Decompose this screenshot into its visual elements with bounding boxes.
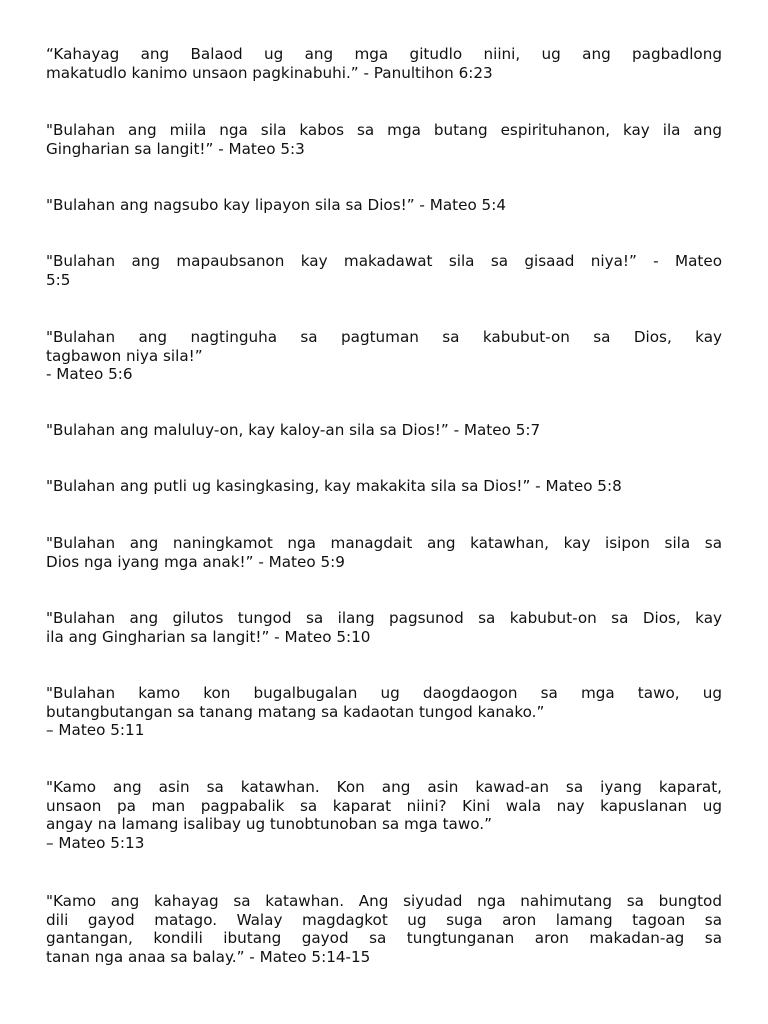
verse-line: - Mateo 5:6 (46, 365, 133, 384)
verse-line: unsaon pa man pagpabalik sa kaparat niini? Kini wala nay kapuslanan ug (46, 796, 722, 815)
verse-mateo-5-6 (46, 328, 722, 384)
verse-line: Dios nga iyang mga anak!” - Mateo 5:9 (46, 552, 345, 571)
verse-mateo-5-11 (46, 684, 722, 740)
verse-mateo-5-5 (46, 252, 722, 289)
verse-line: gantangan, kondili ibutang gayod sa tungtunganan aron makadan-ag sa (46, 929, 722, 948)
verse-line: “Kahayag ang Balaod ug ang mga gitudlo niini, ug ang pagbadlong (46, 45, 722, 63)
verse-mateo-5-7 (46, 421, 722, 440)
verse-line: "Bulahan ang miila nga sila kabos sa mga butang espirituhanon, kay ila ang (46, 121, 722, 139)
verse-mateo-5-3 (46, 121, 722, 158)
verse-line: "Bulahan ang nagtinguha sa pagtuman sa kabubut-on sa Dios, kay (46, 328, 722, 346)
verse-line: ila ang Gingharian sa langit!” - Mateo 5:10 (46, 627, 371, 646)
verse-panultihon-6-23 (46, 45, 722, 82)
verse-mateo-5-9 (46, 534, 722, 571)
verse-line: – Mateo 5:13 (46, 833, 145, 852)
verse-mateo-5-4 (46, 196, 722, 215)
verse-line: tagbawon niya sila!” (46, 346, 203, 365)
verse-mateo-5-10 (46, 609, 722, 646)
verse-line: "Kamo ang kahayag sa katawhan. Ang siyudad nga nahimutang sa bungtod (46, 892, 722, 910)
verse-line: "Bulahan ang maluluy-on, kay kaloy-an sila sa Dios!” - Mateo 5:7 (46, 421, 541, 439)
verse-line: 5:5 (46, 270, 71, 289)
verse-line: angay na lamang isalibay ug tunobtunoban sa mga tawo.” (46, 815, 492, 834)
verse-line: – Mateo 5:11 (46, 721, 145, 740)
verse-mateo-5-13 (46, 778, 722, 852)
verse-line: Gingharian sa langit!” - Mateo 5:3 (46, 139, 305, 158)
verse-line: makatudlo kanimo unsaon pagkinabuhi.” - Panultihon 6:23 (46, 63, 493, 82)
verse-line: "Bulahan ang naningkamot nga managdait ang katawhan, kay isipon sila sa (46, 534, 722, 552)
verse-line: "Bulahan kamo kon bugalbugalan ug daogdaogon sa mga tawo, ug (46, 684, 722, 702)
verse-line: "Bulahan ang gilutos tungod sa ilang pagsunod sa kabubut-on sa Dios, kay (46, 609, 722, 627)
verse-line: "Kamo ang asin sa katawhan. Kon ang asin kawad-an sa iyang kaparat, (46, 778, 722, 796)
verse-line: "Bulahan ang putli ug kasingkasing, kay makakita sila sa Dios!” - Mateo 5:8 (46, 477, 622, 495)
verse-line: tanan nga anaa sa balay.” - Mateo 5:14-15 (46, 947, 371, 966)
verse-mateo-5-14-15 (46, 892, 722, 966)
verse-line: dili gayod matago. Walay magdagkot ug suga aron lamang tagoan sa (46, 910, 722, 929)
verse-line: butangbutangan sa tanang matang sa kadaotan tungod kanako.” (46, 702, 545, 721)
verse-mateo-5-8 (46, 477, 722, 496)
verse-line: "Bulahan ang nagsubo kay lipayon sila sa Dios!” - Mateo 5:4 (46, 196, 507, 214)
verse-line: "Bulahan ang mapaubsanon kay makadawat sila sa gisaad niya!” - Mateo (46, 252, 722, 270)
